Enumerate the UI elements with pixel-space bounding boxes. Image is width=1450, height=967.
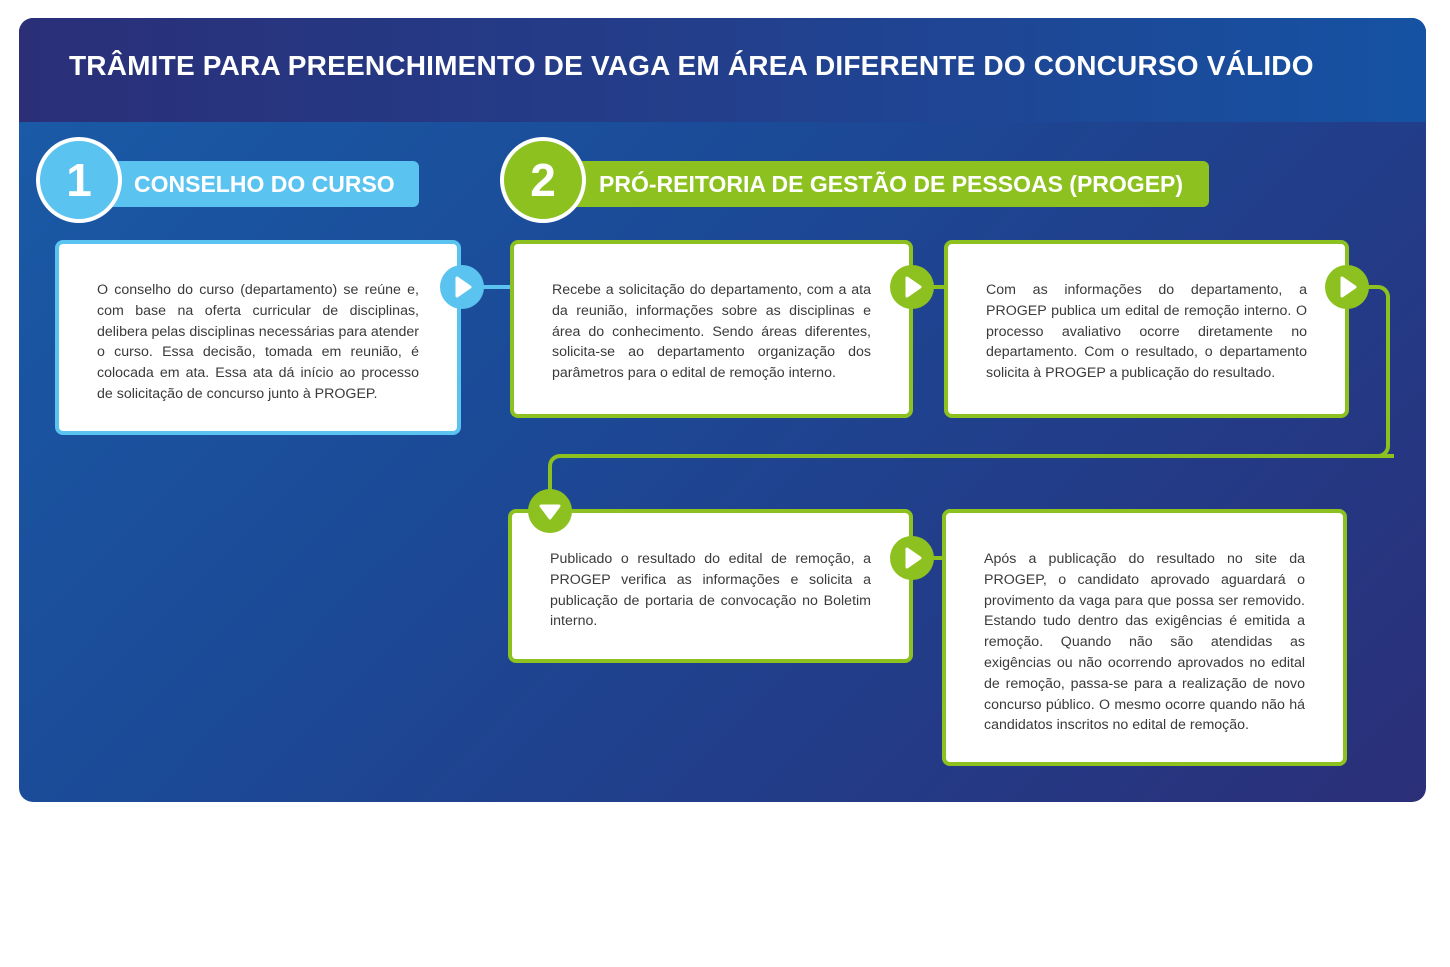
connector-1-2	[480, 285, 512, 289]
step-4-text: Publicado o resultado do edital de remoção, a PROGEP verifica as informações e solicita a publicação de portaria de convocação no Boletim interno.	[550, 551, 871, 630]
arrow-right-icon	[890, 265, 934, 309]
step-2-text: Recebe a solicitação do departamento, com a ata da reunião, informações sobre as disciplinas e área do conhecimento. Sendo áreas diferentes, solicita-se ao departamento organização dos parâmetros para o edital de remoção interno.	[552, 282, 871, 382]
stage-2-number: 2	[500, 137, 586, 223]
step-3-text: Com as informações do departamento, a PROGEP publica um edital de remoção interno. O processo avaliativo ocorre diretamente no departamento. Com o resultado, o departamento solicita à PROGEP a publicação do resultado.	[986, 282, 1307, 382]
stage-2-label	[560, 161, 1209, 207]
title-bar	[19, 18, 1426, 122]
arrow-right-icon	[1325, 265, 1369, 309]
step-box-1	[55, 240, 461, 435]
step-box-2	[510, 240, 913, 418]
arrow-down-icon	[528, 489, 572, 533]
step-box-3	[944, 240, 1349, 418]
stage-1-number: 1	[36, 137, 122, 223]
step-5-text: Após a publicação do resultado no site da PROGEP, o candidato aprovado aguardará o provimento da vaga para que possa ser removido. Estando tudo dentro das exigências é emitida a remoção. Quando não são atendidas as exigências ou não ocorrendo aprovados no edital de remoção, passa-se para a realização de novo concurso público. O mesmo ocorre quando não há candidatos inscritos no edital de remoção.	[984, 551, 1305, 734]
stage-1-label-text: CONSELHO DO CURSO	[134, 171, 395, 197]
step-box-5	[942, 509, 1347, 766]
stage-2-label-text: PRÓ-REITORIA DE GESTÃO DE PESSOAS (PROGEP)	[599, 171, 1184, 197]
stage-1-label	[96, 161, 419, 207]
connector-3-4	[1345, 285, 1390, 458]
arrow-right-icon	[440, 265, 484, 309]
connector-3-4-return	[548, 454, 1394, 500]
step-1-text: O conselho do curso (departamento) se reúne e, com base na oferta curricular de disciplinas, delibera pelas disciplinas necessárias para atender o curso. Essa decisão, tomada em reunião, é colocada em ata. Essa ata dá início ao processo de solicitação de concurso junto à PROGEP.	[97, 282, 419, 402]
page-title: TRÂMITE PARA PREENCHIMENTO DE VAGA EM ÁREA DIFERENTE DO CONCURSO VÁLIDO	[69, 50, 1314, 81]
arrow-right-icon	[890, 536, 934, 580]
